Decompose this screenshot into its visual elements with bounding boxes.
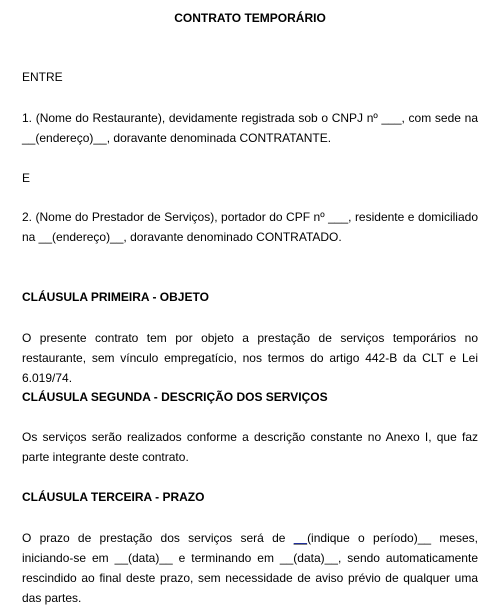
- party-1-paragraph: 1. (Nome do Restaurante), devidamente registrada sob o CNPJ nº ___, com sede na __(endereço)__, doravante denominada CONTRATANTE.: [22, 111, 478, 145]
- clause-1-heading: CLÁUSULA PRIMEIRA - OBJETO: [22, 290, 209, 304]
- clause-3-underlined-blank: __: [293, 531, 308, 545]
- clause-1-paragraph: O presente contrato tem por objeto a prestação de serviços temporários no restaurante, sem vínculo empregatício, nos termos do artigo 442-B da CLT e Lei 6.019/74.: [22, 331, 478, 385]
- party-2-paragraph: 2. (Nome do Prestador de Serviços), portador do CPF nº ___, residente e domiciliado na __(endereço)__, doravante denominado CONTRATADO.: [22, 210, 478, 244]
- clause-2-paragraph: Os serviços serão realizados conforme a descrição constante no Anexo I, que faz parte integrante deste contrato.: [22, 430, 478, 464]
- between-label: ENTRE: [22, 70, 63, 84]
- and-label: E: [22, 171, 31, 185]
- document-title: CONTRATO TEMPORÁRIO: [174, 11, 326, 25]
- clause-3-text-before: O prazo de prestação dos serviços será de: [22, 531, 294, 545]
- clause-3-paragraph: [22, 528, 478, 608]
- clause-3-text-after: (indique o período)__ meses, iniciando-se em __(data)__ e terminando em __(data)__, sendo automaticamente rescindido ao final deste prazo, sem necessidade de aviso prévio de qualquer uma das partes.: [22, 531, 478, 605]
- clause-2-heading: CLÁUSULA SEGUNDA - DESCRIÇÃO DOS SERVIÇOS: [22, 390, 328, 404]
- clause-3-heading: CLÁUSULA TERCEIRA - PRAZO: [22, 490, 205, 504]
